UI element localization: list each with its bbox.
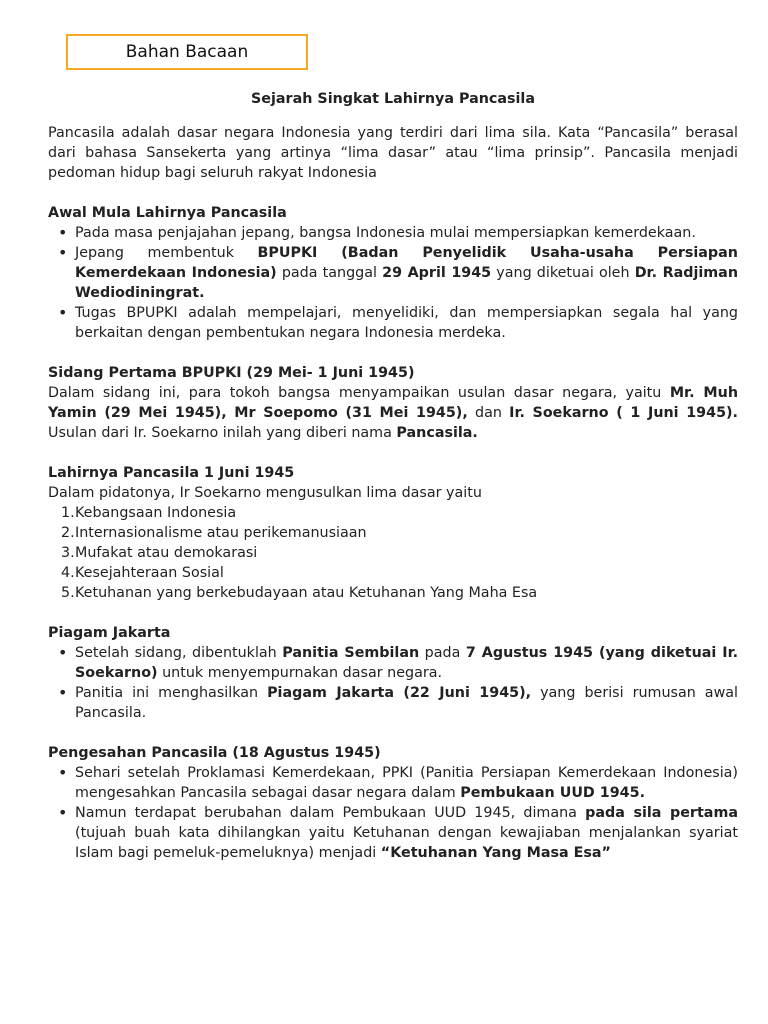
section-awal-mula — [48, 203, 738, 343]
list-item: • Sehari setelah Proklamasi Kemerdekaan, PPKI (Panitia Persiapan Kemerdekaan Indonesia) mengesahkan Pancasila sebagai dasar negara dalam Pembukaan UUD 1945. — [48, 763, 738, 803]
intro-paragraph: Pancasila adalah dasar negara Indonesia yang terdiri dari lima sila. Kata “Pancasila” berasal dari bahasa Sansekerta yang artinya “lima dasar” atau “lima prinsip”. Pancasila menjadi pedoman hidup bagi seluruh rakyat Indonesia — [48, 125, 738, 181]
section-piagam-jakarta — [48, 623, 738, 723]
section-heading: Lahirnya Pancasila 1 Juni 1945 — [48, 465, 295, 481]
list-item: • Namun terdapat berubahan dalam Pembukaan UUD 1945, dimana pada sila pertama (tujuah buah kata dihilangkan yaitu Ketuhanan dengan kewajiaban menjalankan syariat Islam bagi pemeluk-pemeluknya) menjadi “Ketuhanan Yang Masa Esa” — [48, 803, 738, 863]
reading-material-label: Bahan Bacaan — [66, 34, 308, 70]
list-item: 4. Kesejahteraan Sosial — [61, 565, 224, 581]
section-sidang-pertama — [48, 363, 738, 443]
bullet-list — [48, 223, 738, 343]
list-item: 3. Mufakat atau demokarasi — [61, 545, 258, 561]
numbered-list — [48, 503, 738, 603]
section-heading: Awal Mula Lahirnya Pancasila — [48, 205, 287, 221]
list-item: 5. Ketuhanan yang berkebudayaan atau Ketuhanan Yang Maha Esa — [61, 585, 538, 601]
list-item: • Panitia ini menghasilkan Piagam Jakarta (22 Juni 1945), yang berisi rumusan awal Pancasila. — [48, 683, 738, 723]
section-heading: Sidang Pertama BPUPKI (29 Mei- 1 Juni 1945) — [48, 365, 415, 381]
section-heading: Pengesahan Pancasila (18 Agustus 1945) — [48, 745, 381, 761]
list-item: • Setelah sidang, dibentuklah Panitia Sembilan pada 7 Agustus 1945 (yang diketuai Ir. Soekarno) untuk menyempurnakan dasar negara. — [48, 643, 738, 683]
document-body — [48, 89, 738, 883]
list-item: 1. Kebangsaan Indonesia — [61, 505, 237, 521]
list-item: 2. Internasionalisme atau perikemanusiaan — [61, 525, 367, 541]
bullet-list — [48, 763, 738, 863]
section-paragraph: Dalam sidang ini, para tokoh bangsa menyampaikan usulan dasar negara, yaitu Mr. Muh Yamin (29 Mei 1945), Mr Soepomo (31 Mei 1945), dan Ir. Soekarno ( 1 Juni 1945). Usulan dari Ir. Soekarno inilah yang diberi nama Pancasila. — [48, 385, 738, 441]
list-item: • Jepang membentuk BPUPKI (Badan Penyelidik Usaha-usaha Persiapan Kemerdekaan Indonesia) pada tanggal 29 April 1945 yang diketuai oleh Dr. Radjiman Wediodiningrat. — [48, 243, 738, 303]
document-title: Sejarah Singkat Lahirnya Pancasila — [251, 91, 535, 107]
list-item: • Pada masa penjajahan jepang, bangsa Indonesia mulai mempersiapkan kemerdekaan. — [48, 223, 738, 243]
section-lahirnya — [48, 463, 738, 603]
section-heading: Piagam Jakarta — [48, 625, 171, 641]
bullet-list — [48, 643, 738, 723]
list-item: • Tugas BPUPKI adalah mempelajari, menyelidiki, dan mempersiapkan segala hal yang berkaitan dengan pembentukan negara Indonesia merdeka. — [48, 303, 738, 343]
section-pengesahan — [48, 743, 738, 863]
section-paragraph: Dalam pidatonya, Ir Soekarno mengusulkan lima dasar yaitu — [48, 485, 482, 501]
